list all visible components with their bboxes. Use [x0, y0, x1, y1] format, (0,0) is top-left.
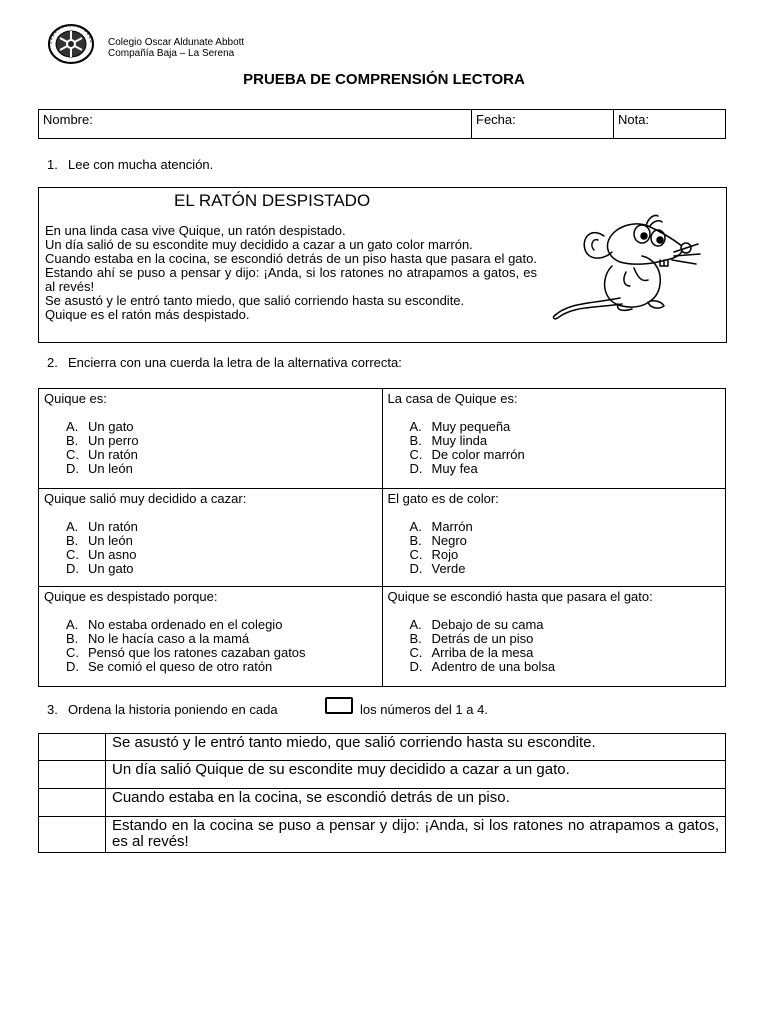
question-cell — [39, 587, 383, 687]
page-title: PRUEBA DE COMPRENSIÓN LECTORA — [243, 71, 525, 88]
order-row — [39, 817, 726, 853]
order-row — [39, 734, 726, 761]
item2-instruction: Encierra con una cuerda la letra de la alternativa correcta: — [68, 355, 402, 370]
item1-number: 1. — [47, 157, 58, 172]
order-sentence: Estando en la cocina se puso a pensar y dijo: ¡Anda, si los ratones no atrapamos a gatos, es al revés! — [106, 817, 726, 853]
mouse-illustration — [550, 206, 720, 334]
option-item[interactable]: C. Pensó que los ratones cazaban gatos — [66, 645, 306, 660]
question-cell — [382, 489, 726, 587]
option-item[interactable]: B. Muy linda — [409, 433, 488, 448]
order-row — [39, 761, 726, 789]
name-label: Nombre: — [43, 112, 93, 127]
option-item[interactable]: C. Un ratón — [66, 447, 138, 462]
option-item[interactable]: D. Verde — [409, 561, 466, 576]
question-text: Quique es: — [44, 391, 107, 406]
option-item[interactable]: A. Muy pequeña — [409, 419, 511, 434]
ordering-table — [38, 733, 726, 853]
item3-instruction-after: los números del 1 a 4. — [360, 702, 488, 717]
option-item[interactable]: D. Se comió el queso de otro ratón — [66, 659, 273, 674]
question-cell — [382, 587, 726, 687]
option-item[interactable]: B. Negro — [409, 533, 467, 548]
option-item[interactable]: A. No estaba ordenado en el colegio — [66, 617, 283, 632]
option-item[interactable]: A. Un gato — [66, 419, 134, 434]
school-logo — [48, 24, 94, 64]
grade-field[interactable] — [614, 110, 726, 139]
option-item[interactable]: C. Arriba de la mesa — [409, 645, 534, 660]
option-item[interactable]: D. Un león — [66, 461, 133, 476]
order-number-box[interactable] — [39, 817, 106, 853]
order-sentence: Un día salió Quique de su escondite muy decidido a cazar a un gato. — [106, 761, 726, 789]
name-field[interactable] — [39, 110, 472, 139]
question-text: Quique salió muy decidido a cazar: — [44, 491, 247, 506]
option-item[interactable]: A. Marrón — [409, 519, 473, 534]
grade-label: Nota: — [618, 112, 650, 127]
story-text: En una linda casa vive Quique, un ratón despistado. Un día salió de su escondite muy decidido a cazar a un gato color marrón. Cuando estaba en la cocina, se escondió detrás de un piso hasta que pasara el gato. Estando ahí se puso a pensar y dijo: ¡Anda, si los ratones no atrapamos a gatos, es al revés! Se asustó y le entró tanto miedo, que salió corriendo hasta su escondite. Quique es el ratón más despistado. — [45, 223, 537, 322]
question-text: El gato es de color: — [387, 491, 499, 506]
option-item[interactable]: A. Debajo de su cama — [409, 617, 544, 632]
order-row — [39, 789, 726, 817]
option-item[interactable]: D. Adentro de una bolsa — [409, 659, 556, 674]
item3-instruction-before: Ordena la historia poniendo en cada — [68, 702, 278, 717]
question-cell — [39, 489, 383, 587]
answer-box-icon — [325, 697, 353, 714]
questions-table — [38, 388, 726, 687]
option-item[interactable]: D. Muy fea — [409, 461, 478, 476]
question-text: La casa de Quique es: — [387, 391, 518, 406]
order-number-box[interactable] — [39, 761, 106, 789]
question-cell — [39, 389, 383, 489]
option-item[interactable]: C. Un asno — [66, 547, 137, 562]
option-item[interactable]: A. Un ratón — [66, 519, 138, 534]
option-item[interactable]: B. Detrás de un piso — [409, 631, 534, 646]
option-item[interactable]: B. Un perro — [66, 433, 139, 448]
order-number-box[interactable] — [39, 789, 106, 817]
school-name: Colegio Oscar Aldunate Abbott — [108, 37, 245, 48]
option-item[interactable]: C. De color marrón — [409, 447, 525, 462]
story-title: EL RATÓN DESPISTADO — [174, 191, 371, 210]
order-number-box[interactable] — [39, 734, 106, 761]
option-item[interactable]: D. Un gato — [66, 561, 134, 576]
option-item[interactable]: B. No le hacía caso a la mamá — [66, 631, 250, 646]
option-item[interactable]: C. Rojo — [409, 547, 459, 562]
date-field[interactable] — [472, 110, 614, 139]
item3-number: 3. — [47, 702, 58, 717]
item2-number: 2. — [47, 355, 58, 370]
date-label: Fecha: — [476, 112, 516, 127]
order-sentence: Cuando estaba en la cocina, se escondió detrás de un piso. — [106, 789, 726, 817]
order-sentence: Se asustó y le entró tanto miedo, que salió corriendo hasta su escondite. — [106, 734, 726, 761]
question-text: Quique es despistado porque: — [44, 589, 218, 604]
option-item[interactable]: B. Un león — [66, 533, 133, 548]
item1-instruction: Lee con mucha atención. — [68, 157, 214, 172]
school-location: Compañía Baja – La Serena — [108, 48, 235, 59]
question-cell — [382, 389, 726, 489]
student-info-table — [38, 109, 726, 139]
question-text: Quique se escondió hasta que pasara el gato: — [387, 589, 653, 604]
